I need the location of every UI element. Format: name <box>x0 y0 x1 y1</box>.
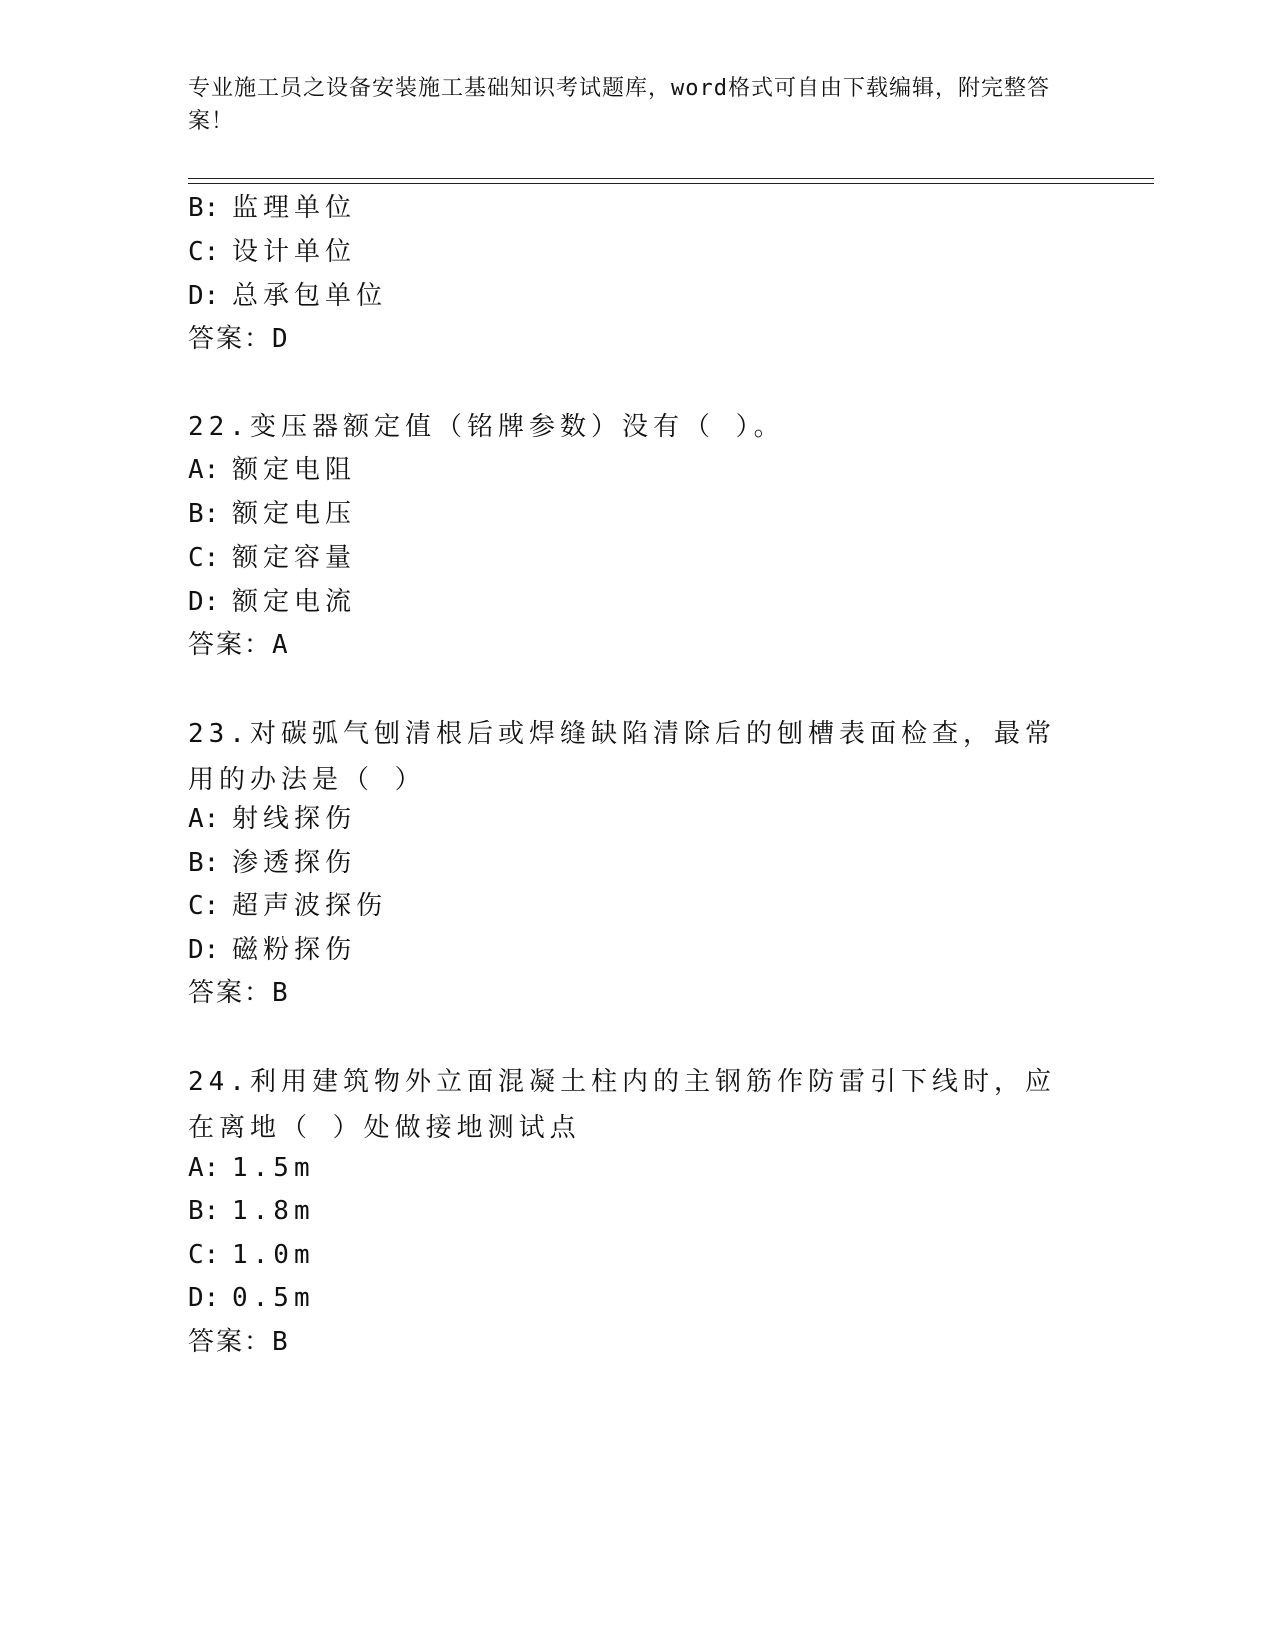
q24-option-b <box>188 1194 315 1228</box>
option-text: 超声波探伤 <box>232 891 388 921</box>
option-text: 额定电流 <box>232 587 357 617</box>
q23-option-d <box>188 933 356 967</box>
q22-option-b <box>188 497 356 531</box>
option-text: 渗透探伤 <box>232 848 357 878</box>
q21-option-c <box>188 235 356 269</box>
q24-option-d <box>188 1281 315 1315</box>
option-letter: B: <box>188 499 220 529</box>
option-letter: A: <box>188 1153 220 1183</box>
option-letter: D: <box>188 935 220 965</box>
option-letter: C: <box>188 891 220 921</box>
option-text: 1.0m <box>232 1240 315 1270</box>
option-letter: C: <box>188 1240 220 1270</box>
q24-option-c <box>188 1238 315 1272</box>
q24-answer: 答案：B <box>188 1327 290 1357</box>
q21-answer: 答案：D <box>188 324 290 354</box>
option-letter: C: <box>188 543 220 573</box>
q22-option-d <box>188 585 356 619</box>
option-text: 1.5m <box>232 1153 315 1183</box>
q24-question: 24.利用建筑物外立面混凝土柱内的主钢筋作防雷引下线时，应在离地（ ）处做接地测试点 <box>188 1067 1056 1143</box>
q23-option-c <box>188 889 387 923</box>
document-header: 专业施工员之设备安装施工基础知识考试题库，word格式可自由下载编辑，附完整答案！ <box>188 76 1050 134</box>
q22-answer: 答案：A <box>188 630 290 660</box>
option-letter: B: <box>188 848 220 878</box>
option-text: 1.8m <box>232 1196 315 1226</box>
q23-option-b <box>188 846 356 880</box>
option-letter: D: <box>188 281 220 311</box>
option-letter: A: <box>188 455 220 485</box>
option-letter: D: <box>188 587 220 617</box>
q21-option-d <box>188 279 387 313</box>
option-text: 额定电压 <box>232 499 357 529</box>
option-text: 总承包单位 <box>232 281 388 311</box>
option-text: 额定电阻 <box>232 455 357 485</box>
q23-answer: 答案：B <box>188 978 290 1008</box>
header-divider-bottom <box>188 183 1154 184</box>
option-text: 监理单位 <box>232 193 357 223</box>
option-letter: A: <box>188 804 220 834</box>
option-text: 额定容量 <box>232 543 357 573</box>
option-letter: C: <box>188 237 220 267</box>
q21-option-b <box>188 191 356 225</box>
option-text: 磁粉探伤 <box>232 935 357 965</box>
option-text: 射线探伤 <box>232 804 357 834</box>
option-letter: D: <box>188 1283 220 1313</box>
q24-option-a <box>188 1151 315 1185</box>
q23-question: 23.对碳弧气刨清根后或焊缝缺陷清除后的刨槽表面检查，最常用的办法是（ ） <box>188 719 1056 795</box>
q22-option-c <box>188 541 356 575</box>
q22-option-a <box>188 453 356 487</box>
option-text: 0.5m <box>232 1283 315 1313</box>
option-letter: B: <box>188 1196 220 1226</box>
header-divider-top <box>188 178 1154 179</box>
q23-option-a <box>188 802 356 836</box>
q22-question: 22.变压器额定值（铭牌参数）没有（ ）。 <box>188 412 785 442</box>
option-letter: B: <box>188 193 220 223</box>
option-text: 设计单位 <box>232 237 357 267</box>
